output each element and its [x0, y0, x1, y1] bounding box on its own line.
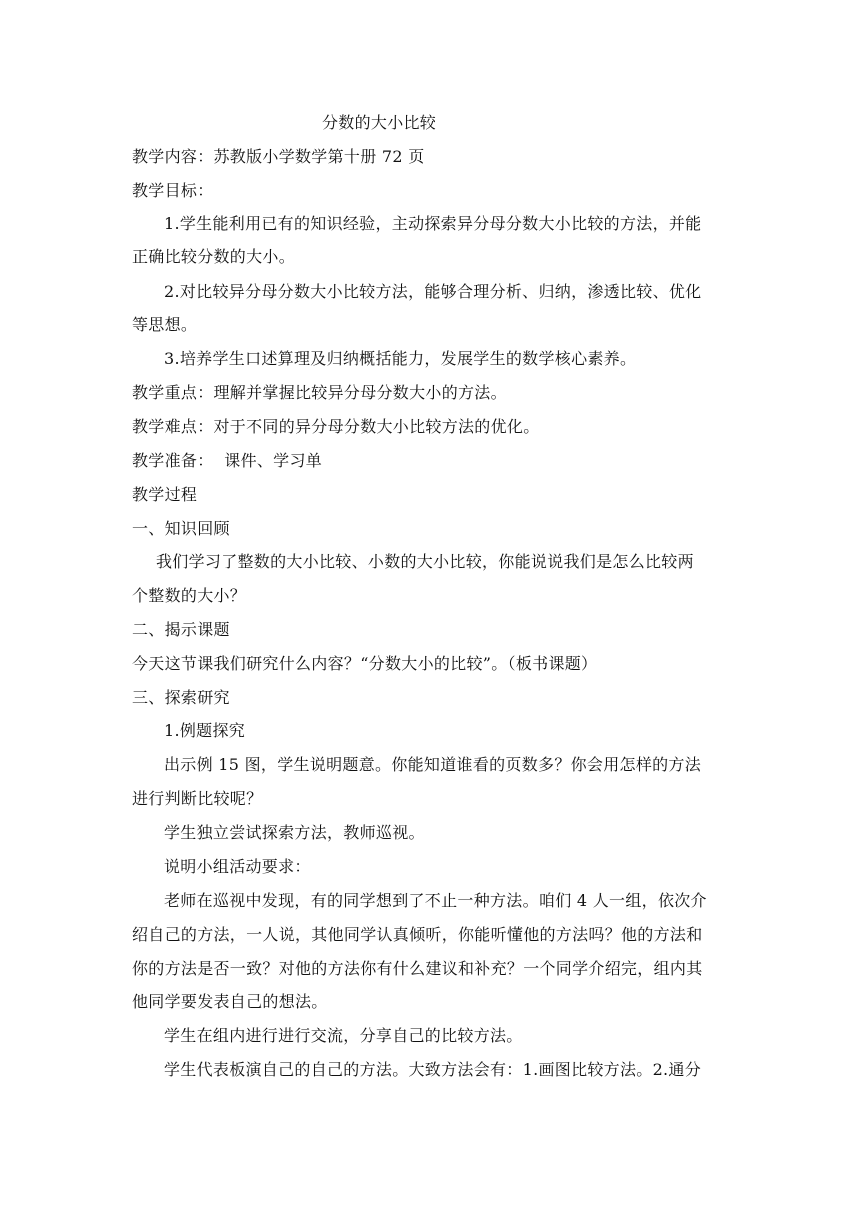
sub-1-para-3: 说明小组活动要求：	[164, 857, 311, 876]
key-point: 教学重点：理解并掌握比较异分母分数大小的方法。	[132, 383, 507, 402]
section-1-heading: 一、知识回顾	[132, 519, 230, 538]
difficulty: 教学难点：对于不同的异分母分数大小比较方法的优化。	[132, 417, 540, 436]
sub-1-line-2: 进行判断比较呢？	[132, 789, 263, 808]
sub-1-para-6-line-1: 学生代表板演自己的自己的方法。大致方法会有：1.画图比较方法。2.通分	[164, 1060, 702, 1079]
sub-1-heading: 1.例题探究	[164, 721, 246, 740]
section-1-line-2: 个整数的大小？	[132, 586, 247, 605]
goal-1-line-1: 1.学生能利用已有的知识经验，主动探索异分母分数大小比较的方法，并能	[164, 214, 702, 233]
sub-1-para-5: 学生在组内进行进行交流，分享自己的比较方法。	[164, 1026, 523, 1045]
sub-1-line-1: 出示例 15 图，学生说明题意。你能知道谁看的页数多？你会用怎样的方法	[164, 755, 702, 774]
sub-1-para-4-line-1: 老师在巡视中发现，有的同学想到了不止一种方法。咱们 4 人一组，依次介	[164, 891, 707, 910]
sub-1-para-2: 学生独立尝试探索方法，教师巡视。	[164, 823, 425, 842]
teaching-goals-heading: 教学目标：	[132, 181, 214, 200]
teaching-content-line: 教学内容：苏教版小学数学第十册 72 页	[132, 147, 425, 166]
sub-1-para-4-line-2: 绍自己的方法，一人说，其他同学认真倾听，你能听懂他的方法吗？他的方法和	[132, 925, 703, 944]
goal-1-line-2: 正确比较分数的大小。	[132, 247, 296, 266]
section-2-text: 今天这节课我们研究什么内容？“分数大小的比较”。（板书课题）	[132, 654, 598, 673]
section-3-heading: 三、探索研究	[132, 688, 230, 707]
preparation: 教学准备： 课件、学习单	[132, 451, 323, 470]
goal-2-line-1: 2.对比较异分母分数大小比较方法，能够合理分析、归纳，渗透比较、优化	[164, 282, 702, 301]
process-heading: 教学过程	[132, 485, 198, 504]
section-1-line-1: 我们学习了整数的大小比较、小数的大小比较，你能说说我们是怎么比较两	[156, 552, 694, 571]
goal-2-line-2: 等思想。	[132, 315, 198, 334]
goal-3: 3.培养学生口述算理及归纳概括能力，发展学生的数学核心素养。	[164, 349, 637, 368]
document-title: 分数的大小比较	[322, 113, 437, 132]
sub-1-para-4-line-4: 他同学要发表自己的想法。	[132, 992, 328, 1011]
section-2-heading: 二、揭示课题	[132, 620, 230, 639]
sub-1-para-4-line-3: 你的方法是否一致？对他的方法你有什么建议和补充？一个同学介绍完，组内其	[132, 959, 703, 978]
